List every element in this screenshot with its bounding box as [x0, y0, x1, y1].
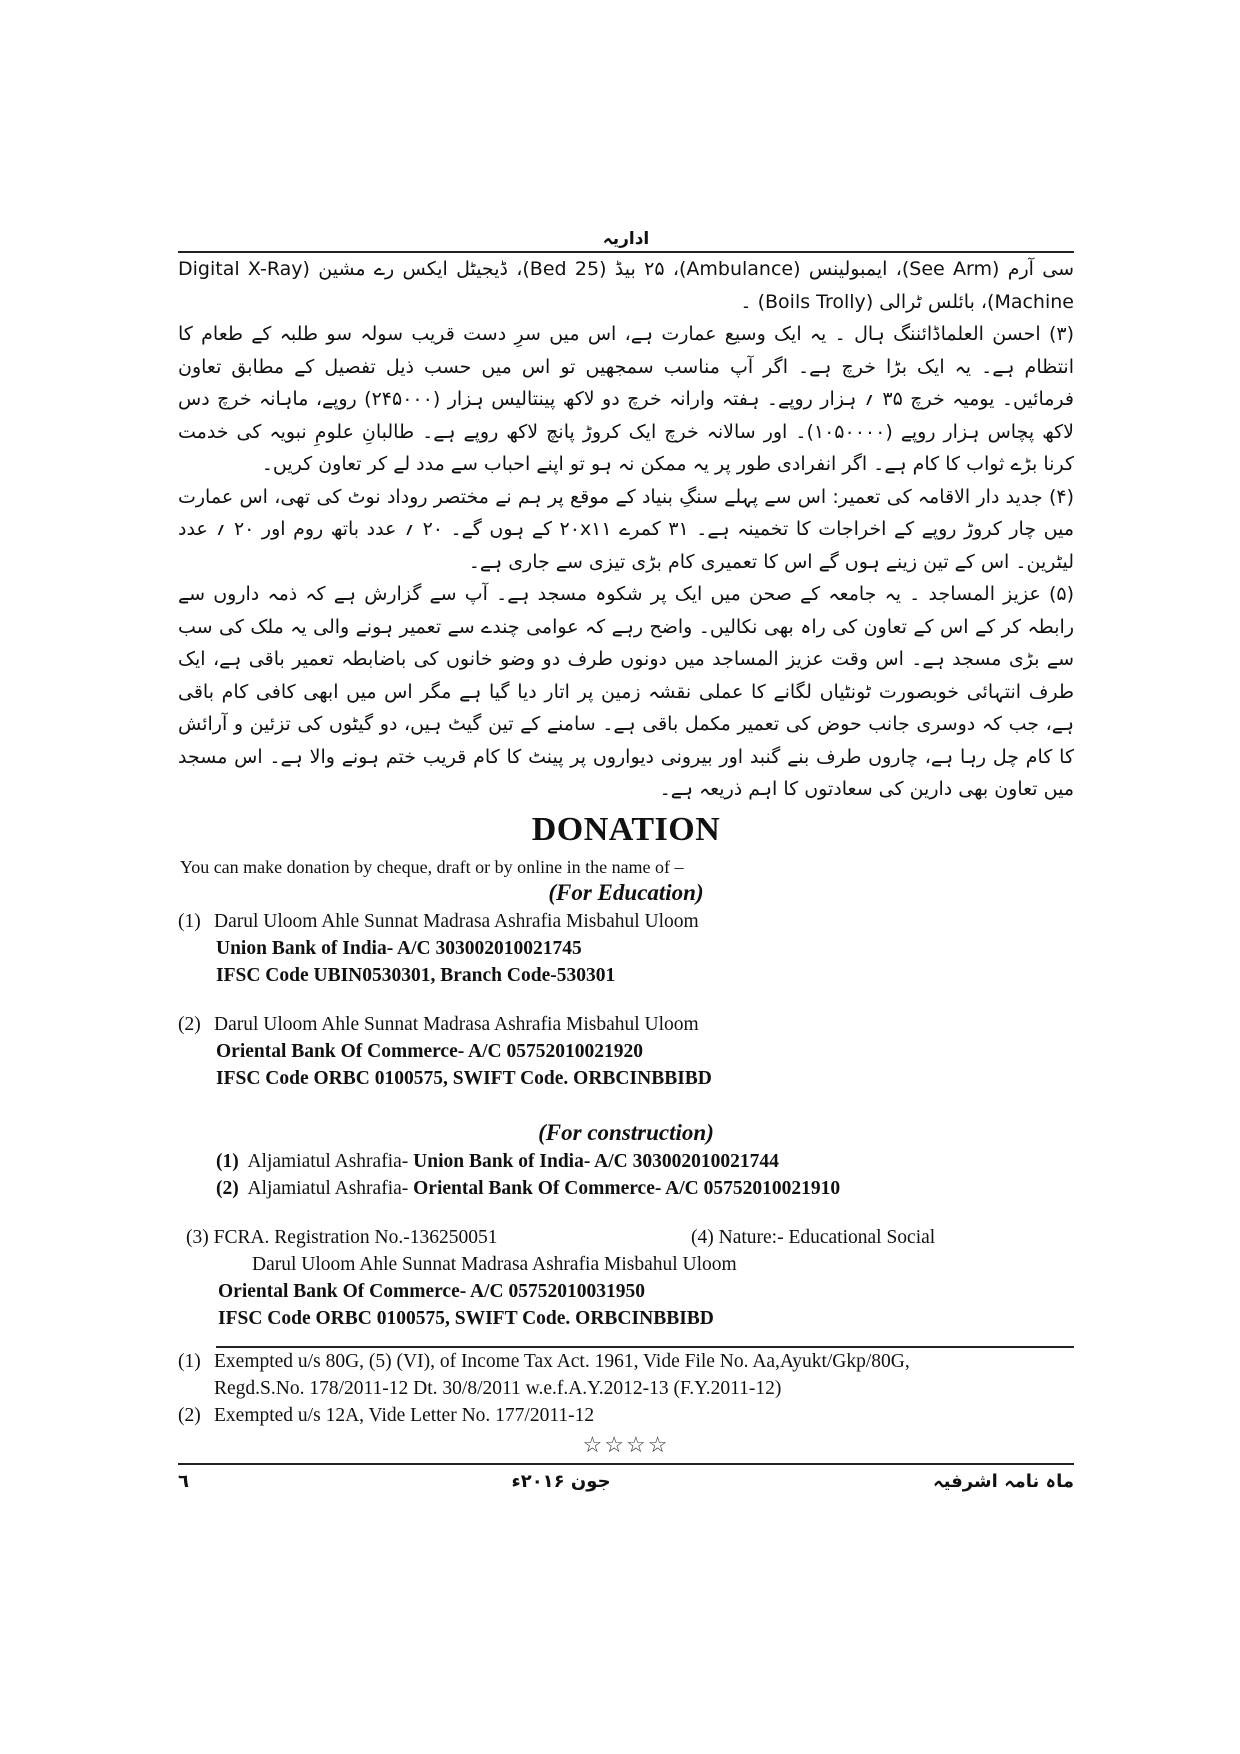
exemption-number: (2) — [178, 1404, 201, 1426]
exemption-line: Exempted u/s 12A, Vide Letter No. 177/2011-12 — [214, 1404, 595, 1426]
bank-account: Oriental Bank Of Commerce- A/C 05752010021920 — [216, 1040, 643, 1062]
account-name: Aljamiatul Ashrafia- — [247, 1177, 409, 1199]
document-page — [178, 228, 1074, 1492]
account-number-label: (1) — [178, 910, 201, 932]
fcra-account — [178, 1251, 1074, 1332]
construction-heading: (For construction) — [538, 1119, 714, 1145]
donation-intro: You can make donation by cheque, draft or by online in the name of – — [180, 856, 684, 877]
bank-codes: IFSC Code UBIN0530301, Branch Code-530301 — [216, 964, 616, 986]
page-number: ٦ — [178, 1470, 189, 1492]
construction-account-1 — [216, 1148, 1074, 1175]
urdu-paragraph: (۴) جدید دار الاقامہ کی تعمیر: اس سے پہلے سنگِ بنیاد کے موقع پر ہم نے مختصر روداد نوٹ کی تھی، اس عمارت میں چار کروڑ روپے کے اخراجات کا تخمینہ ہے۔ ۳۱ کمرے ۲۰x۱۱ کے ہوں گے۔ ۲۰ ؍ عدد باتھ روم اور ۲۰ ؍ عدد لیٹرین۔ اس کے تین زینے ہوں گے اس کا تعمیری کام بڑی تیزی سے جاری ہے۔ — [178, 485, 1074, 573]
account-name: Darul Uloom Ahle Sunnat Madrasa Ashrafia Misbahul Uloom — [214, 1013, 699, 1035]
bank-codes: IFSC Code ORBC 0100575, SWIFT Code. ORBCINBBIBD — [218, 1307, 714, 1329]
exemption-line: Regd.S.No. 178/2011-12 Dt. 30/8/2011 w.e.f.A.Y.2012-13 (F.Y.2011-12) — [214, 1377, 782, 1399]
urdu-paragraph: (۵) عزیز المساجد ۔ یہ جامعہ کے صحن میں ایک پر شکوہ مسجد ہے۔ آپ سے گزارش ہے کہ ذمہ داروں سے رابطہ کر کے اس کے تعاون کی راہ بھی نکالیں۔ واضح رہے کہ عوامی چندے سے تعمیر ہونے والی یہ ملک کی سب سے بڑی مسجد ہے۔ اس وقت عزیز المساجد میں دونوں طرف دو وضو خانوں کی باضابطہ تعمیر باقی ہے، ایک طرف انتہائی خوبصورت ٹونٹیاں لگانے کا عملی نقشہ زمین پر اتار دیا گیا ہے مگر اس میں ابھی کافی کام باقی ہے، جب کہ دوسری جانب حوض کی تعمیر مکمل باقی ہے۔ سامنے کے تین گیٹ ہیں، دو گیٹوں کی تزئین و آرائش کا کام چل رہا ہے، چاروں طرف بنے گنبد اور بیرونی دیواروں پر پینٹ کا کام قریب ختم ہونے والا ہے۔ اس مسجد میں تعاون بھی دارین کی سعادتوں کا اہم ذریعہ ہے۔ — [178, 583, 1074, 800]
construction-account-2 — [216, 1175, 1074, 1202]
urdu-paragraph: (۳) احسن العلماڈائننگ ہال ۔ یہ ایک وسیع عمارت ہے، اس میں سرِ دست قریب سولہ سو طلبہ کے طعام کا انتظام ہے۔ یہ ایک بڑا خرچ ہے۔ اگر آپ مناسب سمجھیں تو اس میں حسب ذیل تفصیل کے مطابق تعاون فرمائیں۔ یومیہ خرچ ۳۵ ؍ ہزار روپے۔ ہفتہ وارانہ خرچ دو لاکھ پینتالیس ہزار (۲۴۵۰۰۰) روپے، ماہانہ خرچ دس لاکھ پچاس ہزار روپے (۱۰۵۰۰۰۰)۔ اور سالانہ خرچ ایک کروڑ پانچ لاکھ روپے ہے۔ طالبانِ علومِ نبویہ کی خدمت کرنا بڑے ثواب کا کام ہے۔ اگر انفرادی طور پر یہ ممکن نہ ہو تو اپنے احباب سے مدد لے کر تعاون کریں۔ — [178, 323, 1074, 475]
page-footer — [178, 1465, 1074, 1492]
account-number-label: (1) — [216, 1150, 239, 1172]
account-name: Aljamiatul Ashrafia- — [247, 1150, 409, 1172]
bank-codes: IFSC Code ORBC 0100575, SWIFT Code. ORBCINBBIBD — [216, 1067, 712, 1089]
page-header-title: اداریہ — [602, 229, 650, 249]
education-account-2 — [178, 1011, 1074, 1092]
exemption-item — [178, 1348, 1074, 1402]
account-number-label: (2) — [216, 1177, 239, 1199]
fcra-nature: (4) Nature:- Educational Social — [691, 1226, 936, 1248]
magazine-name: ماہ نامہ اشرفیہ — [933, 1470, 1074, 1492]
exemptions — [178, 1348, 1074, 1429]
stars-divider: ☆☆☆☆ — [582, 1431, 670, 1457]
fcra-registration: (3) FCRA. Registration No.-136250051 — [186, 1226, 498, 1248]
exemption-number: (1) — [178, 1350, 201, 1372]
exemption-line: Exempted u/s 80G, (5) (VI), of Income Tax Act. 1961, Vide File No. Aa,Ayukt/Gkp/80G, — [214, 1350, 910, 1372]
fcra-row — [178, 1224, 1074, 1251]
exemption-item — [178, 1402, 1074, 1429]
bank-account: Union Bank of India- A/C 303002010021745 — [216, 937, 582, 959]
account-name: Darul Uloom Ahle Sunnat Madrasa Ashrafia Misbahul Uloom — [214, 910, 699, 932]
account-number-label: (2) — [178, 1013, 201, 1035]
bank-account: Oriental Bank Of Commerce- A/C 05752010031950 — [218, 1280, 645, 1302]
construction-accounts — [178, 1148, 1074, 1202]
education-heading: (For Education) — [548, 879, 704, 905]
account-name: Darul Uloom Ahle Sunnat Madrasa Ashrafia Misbahul Uloom — [252, 1253, 737, 1275]
issue-date: جون ۲۰۱۶ء — [511, 1470, 611, 1492]
bank-account: Union Bank of India- A/C 303002010021744 — [413, 1150, 779, 1172]
urdu-paragraph: سی آرم (See Arm)، ایمبولینس (Ambulance)، ۲۵ بیڈ (25 Bed)، ڈیجیٹل ایکس رے مشین (Digital X-Ray Machine)، بائلس ٹرالی (Boils Trolly) ۔ — [178, 258, 1074, 313]
bank-account: Oriental Bank Of Commerce- A/C 05752010021910 — [413, 1177, 841, 1199]
education-account-1 — [178, 908, 1074, 989]
donation-title: DONATION — [531, 810, 721, 848]
urdu-article — [178, 253, 1074, 806]
